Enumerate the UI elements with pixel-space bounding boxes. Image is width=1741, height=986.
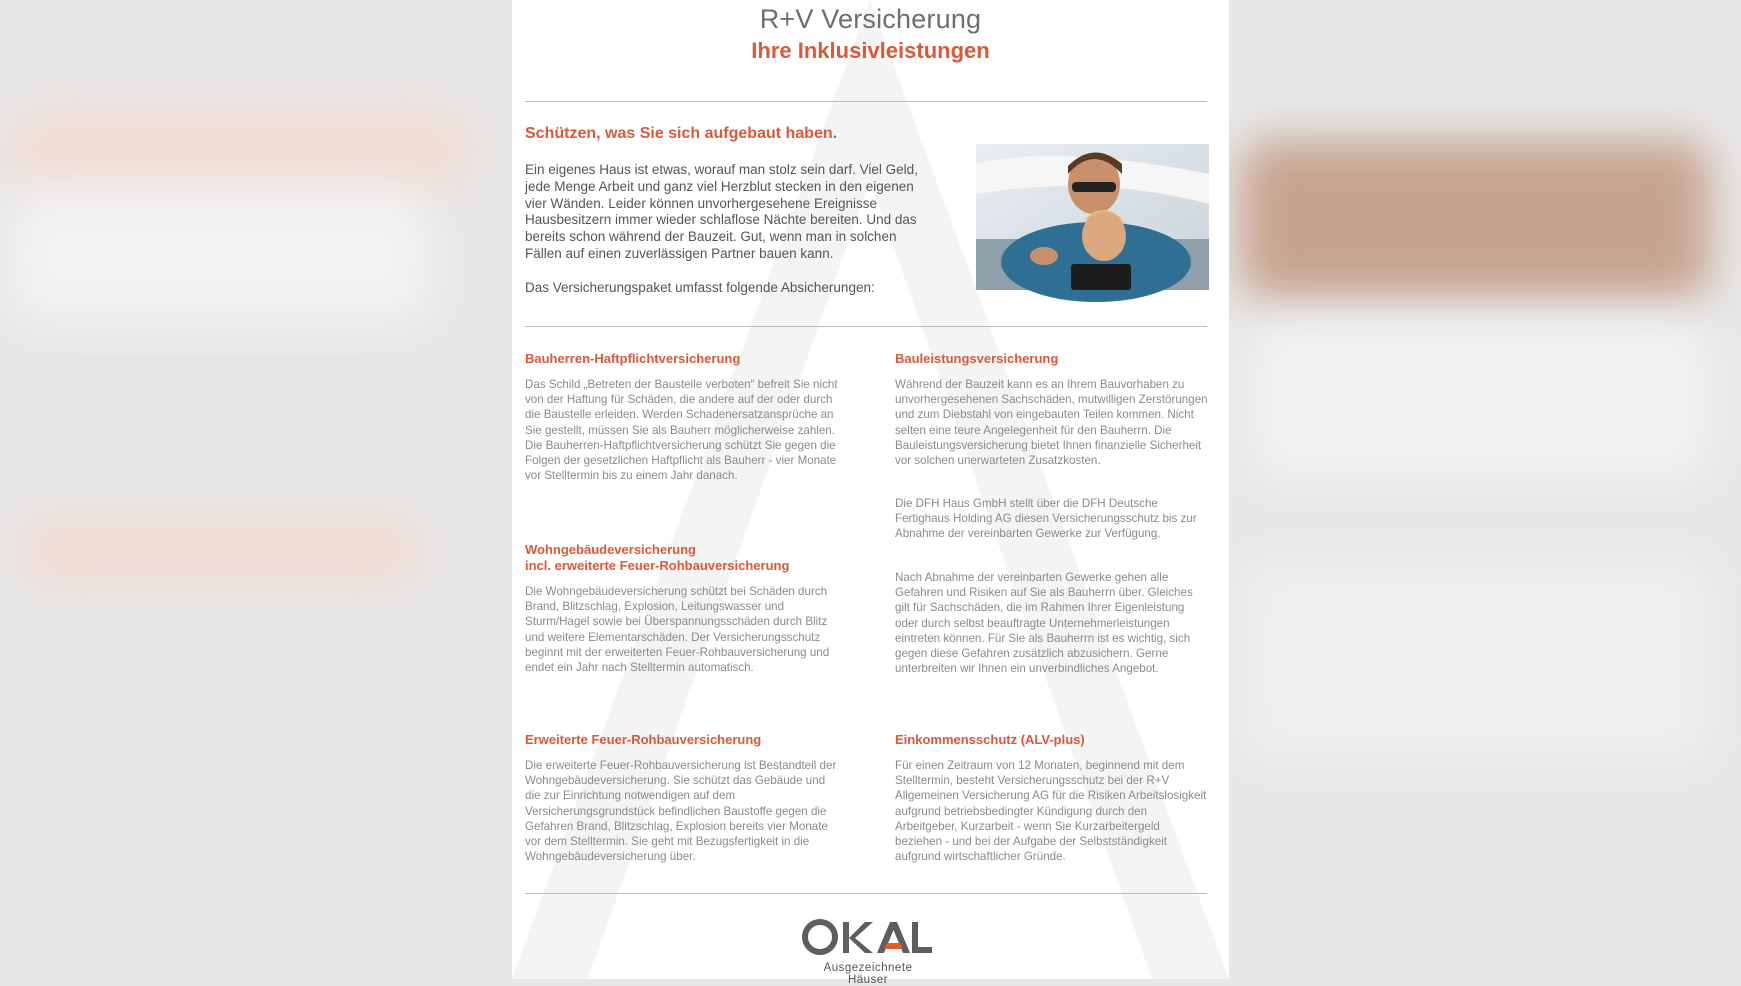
document-page	[512, 0, 1229, 986]
section-body-wohngebaeude: Die Wohngebäudeversicherung schützt bei Schäden durch Brand, Blitzschlag, Explosion, Leitungswasser und Sturm/Hagel sowie bei Überspannungsschäden durch Blitz und weitere Elementarschäden. Der Versicherungsschutz beginnt mit der erweiterten Feuer-Rohbauversicherung und endet ein Jahr nach Stelltermin automatisch.	[525, 585, 830, 675]
divider	[525, 326, 1207, 327]
intro-paragraph: Ein eigenes Haus ist etwas, worauf man stolz sein darf. Viel Geld, jede Menge Arbeit und ganz viel Herzblut stecken in den eigenen vier Wänden. Leider können unvorhergesehene Ereignisse Hausbesitzern immer wieder schlaflose Nächte bereiten. Und das bereits schon während der Bauzeit. Gut, wenn man in solchen Fällen auf einen zuverlässigen Partner bauen kann.	[525, 162, 918, 261]
family-photo	[976, 144, 1209, 290]
package-line: Das Versicherungspaket umfasst folgende Absicherungen:	[525, 280, 875, 295]
section-title-wohngebaeude-1: Wohngebäudeversicherung	[525, 542, 696, 557]
section-title-einkommen: Einkommensschutz (ALV-plus)	[895, 732, 1085, 747]
bauleistung-note-2: Nach Abnahme der vereinbarten Gewerke gehen alle Gefahren und Risiken auf Sie als Bauherrn über. Gleiches gilt für Sachschäden, die im Rahmen Ihrer Eigenleistung oder durch selbst beauftragte Unternehmerleistungen eintreten können. Für Sie als Bauherrn ist es wichtig, sich gegen diese Gefahren zusätzlich abzusichern. Gerne unterbreiten wir Ihnen ein unverbindliches Angebot.	[895, 571, 1193, 676]
document-title: R+V Versicherung	[759, 4, 982, 34]
section-title-haftpflicht: Bauherren-Haftpflichtversicherung	[525, 351, 741, 366]
section-title-bauleistung: Bauleistungsversicherung	[895, 351, 1059, 366]
divider	[525, 101, 1207, 102]
section-title-wohngebaeude-2: incl. erweiterte Feuer-Rohbauversicherung	[525, 558, 790, 573]
section-title-feuer-rohbau: Erweiterte Feuer-Rohbauversicherung	[525, 732, 762, 747]
section-body-einkommen: Für einen Zeitraum von 12 Monaten, beginnend mit dem Stelltermin, besteht Versicherungsschutz bei der R+V Allgemeinen Versicherung AG für die Risiken Arbeitslosigkeit aufgrund betriebsbedingter Kündigung durch den Arbeitgeber, Kurzarbeit - wenn Sie Kurzarbeitergeld beziehen - und bei der Aufgabe der Selbstständigkeit aufgrund wirtschaftlicher Gründe.	[895, 759, 1207, 864]
section-body-feuer-rohbau: Die erweiterte Feuer-Rohbauversicherung ist Bestandteil der Wohngebäudeversicherung. Sie schützt das Gebäude und die zur Einrichtung notwendigen auf dem Versicherungsgrundstück befindlichen Baustoffe gegen die Gefahren Brand, Blitzschlag, Explosion bereits vier Monate vor dem Stelltermin. Sie geht mit Bezugsfertigkeit in die Wohngebäudeversicherung über.	[525, 759, 837, 864]
section-body-haftpflicht: Das Schild „Betreten der Baustelle verboten“ befreit Sie nicht von der Haftung für Schäden, die andere auf der oder durch die Baustelle erleiden. Werden Schadenersatzansprüche an Sie gestellt, müssen Sie als Bauherr möglicherweise zahlen. Die Bauherren-Haftpflichtversicherung schützt Sie gegen die Folgen der gesetzlichen Haftpflicht als Bauherr - vier Monate vor Stelltermin bis zu einem Jahr danach.	[525, 378, 838, 483]
bauleistung-note-1: Die DFH Haus GmbH stellt über die DFH Deutsche Fertighaus Holding AG diesen Versicherungsschutz bis zur Abnahme der vereinbarten Gewerke zur Verfügung.	[895, 497, 1197, 541]
section-body-bauleistung: Während der Bauzeit kann es an Ihrem Bauvorhaben zu unvorhergesehenen Sachschäden, mutwilligen Zerstörungen und zum Diebstahl von eingebauten Teilen kommen. Nicht selten eine teure Angelegenheit für den Bauherrn. Die Bauleistungsversicherung bietet Ihnen finanzielle Sicherheit vor solchen unerwarteten Zusatzkosten.	[895, 378, 1208, 468]
divider	[525, 893, 1207, 894]
intro-headline: Schützen, was Sie sich aufgebaut haben.	[525, 125, 838, 142]
document-subtitle: Ihre Inklusivleistungen	[751, 38, 990, 63]
logo-tagline: Ausgezeichnete Häuser	[823, 962, 913, 986]
